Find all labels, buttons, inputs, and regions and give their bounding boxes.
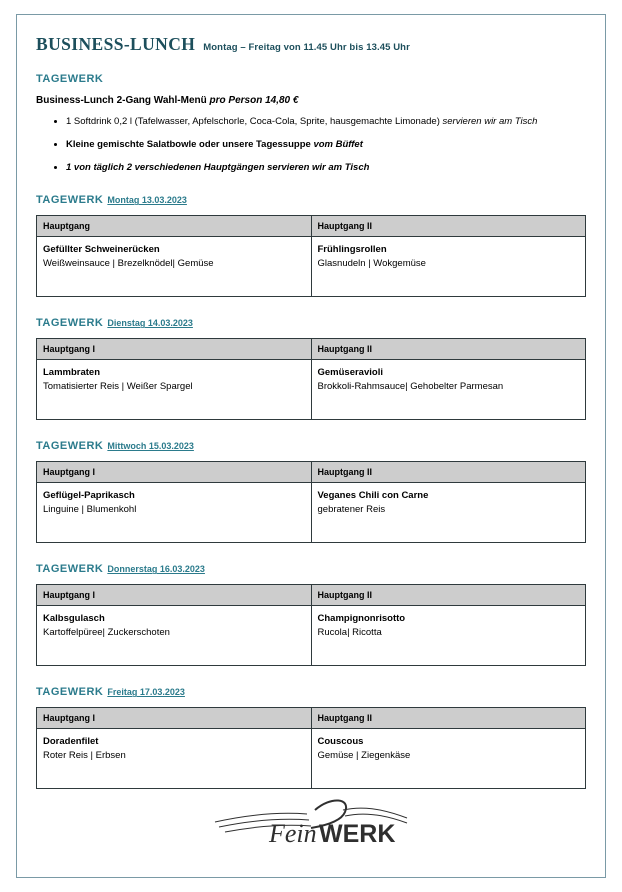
column-header-main-2: Hauptgang II	[311, 339, 586, 360]
dish-name: Champignonrisotto	[317, 613, 406, 625]
menu-table	[36, 338, 586, 420]
offer-line	[36, 95, 586, 106]
logo-icon	[211, 792, 411, 850]
day-date-label: Freitag 17.03.2023	[107, 687, 185, 698]
table-row	[37, 360, 586, 420]
bullet-text: Kleine gemischte Salatbowle oder unsere Tagessuppe	[66, 138, 311, 150]
table-row	[37, 606, 586, 666]
dish-name: Veganes Chili con Carne	[317, 490, 429, 502]
table-header-row	[37, 708, 586, 729]
day-brand-label: TAGEWERK	[36, 686, 104, 699]
column-header-main-2: Hauptgang II	[311, 462, 586, 483]
day-date-label: Mittwoch 15.03.2023	[107, 441, 194, 452]
offer-label: Business-Lunch 2-Gang Wahl-Menü	[36, 95, 207, 106]
column-header-main-1: Hauptgang I	[37, 339, 312, 360]
dish-sides: Glasnudeln | Wokgemüse	[317, 258, 426, 270]
day-date-label: Dienstag 14.03.2023	[107, 318, 193, 329]
intro-brand-label: TAGEWERK	[36, 73, 104, 85]
dish-name: Frühlingsrollen	[317, 244, 387, 256]
day-heading	[36, 313, 586, 331]
logo-bold-text: WERK	[319, 820, 396, 848]
dish-sides: Gemüse | Ziegenkäse	[317, 750, 411, 762]
dish-sides: Linguine | Blumenkohl	[43, 504, 137, 516]
dish-cell	[311, 729, 586, 789]
day-heading	[36, 559, 586, 577]
column-header-main-1: Hauptgang I	[37, 708, 312, 729]
day-section-friday	[36, 682, 586, 789]
day-brand-label: TAGEWERK	[36, 194, 104, 207]
intro-bullet-list	[40, 115, 586, 174]
day-heading	[36, 190, 586, 208]
dish-cell	[311, 483, 586, 543]
dish-name: Gefüllter Schweinerücken	[43, 244, 160, 256]
menu-table	[36, 215, 586, 297]
day-section-wednesday	[36, 436, 586, 543]
dish-sides: Kartoffelpüree| Zuckerschoten	[43, 627, 170, 639]
document-content	[36, 34, 586, 872]
dish-cell	[37, 729, 312, 789]
menu-table	[36, 584, 586, 666]
day-brand-label: TAGEWERK	[36, 440, 104, 453]
bullet-italic-tail: servieren wir am Tisch	[442, 116, 538, 127]
dish-cell	[37, 606, 312, 666]
logo-script-text: Fein	[269, 819, 317, 848]
dish-sides: Weißweinsauce | Brezelknödel| Gemüse	[43, 258, 214, 270]
feinwerk-logo	[211, 792, 411, 850]
dish-name: Gemüseravioli	[317, 367, 383, 379]
menu-table	[36, 461, 586, 543]
list-item	[66, 138, 586, 152]
day-date-label: Donnerstag 16.03.2023	[107, 564, 205, 575]
table-header-row	[37, 339, 586, 360]
dish-name: Kalbsgulasch	[43, 613, 105, 625]
dish-sides: Rucola| Ricotta	[317, 627, 382, 639]
column-header-main-1: Hauptgang	[37, 216, 312, 237]
dish-sides: Brokkoli-Rahmsauce| Gehobelter Parmesan	[317, 381, 504, 393]
dish-cell	[37, 483, 312, 543]
list-item	[66, 115, 586, 129]
bullet-text: 1 von täglich 2 verschiedenen Hauptgängen servieren wir am Tisch	[66, 161, 370, 173]
day-date-label: Montag 13.03.2023	[107, 195, 187, 206]
column-header-main-2: Hauptgang II	[311, 585, 586, 606]
bullet-text: 1 Softdrink 0,2 l (Tafelwasser, Apfelschorle, Coca-Cola, Sprite, hausgemachte Limonade)	[66, 116, 440, 127]
column-header-main-2: Hauptgang II	[311, 708, 586, 729]
dish-cell	[37, 237, 312, 297]
day-heading	[36, 682, 586, 700]
day-brand-label: TAGEWERK	[36, 563, 104, 576]
column-header-main-1: Hauptgang I	[37, 462, 312, 483]
dish-sides: Tomatisierter Reis | Weißer Spargel	[43, 381, 193, 393]
column-header-main-1: Hauptgang I	[37, 585, 312, 606]
table-row	[37, 483, 586, 543]
table-row	[37, 237, 586, 297]
footer-logo-area	[36, 792, 586, 850]
dish-cell	[311, 237, 586, 297]
list-item	[66, 161, 586, 175]
dish-sides: Roter Reis | Erbsen	[43, 750, 126, 762]
document-header	[36, 34, 586, 55]
dish-sides: gebratener Reis	[317, 504, 386, 516]
column-header-main-2: Hauptgang II	[311, 216, 586, 237]
table-row	[37, 729, 586, 789]
table-header-row	[37, 462, 586, 483]
table-header-row	[37, 216, 586, 237]
dish-cell	[311, 360, 586, 420]
page-title: BUSINESS-LUNCH	[36, 34, 196, 54]
dish-cell	[37, 360, 312, 420]
menu-table	[36, 707, 586, 789]
day-section-monday	[36, 190, 586, 297]
offer-price: pro Person 14,80 €	[209, 95, 299, 106]
day-section-thursday	[36, 559, 586, 666]
dish-cell	[311, 606, 586, 666]
dish-name: Lammbraten	[43, 367, 101, 379]
day-brand-label: TAGEWERK	[36, 317, 104, 330]
day-section-tuesday	[36, 313, 586, 420]
day-heading	[36, 436, 586, 454]
dish-name: Geflügel-Paprikasch	[43, 490, 135, 502]
page-subtitle: Montag – Freitag von 11.45 Uhr bis 13.45 Uhr	[203, 42, 410, 53]
dish-name: Doradenfilet	[43, 736, 99, 748]
table-header-row	[37, 585, 586, 606]
dish-name: Couscous	[317, 736, 364, 748]
bullet-italic-tail: vom Büffet	[313, 138, 363, 150]
